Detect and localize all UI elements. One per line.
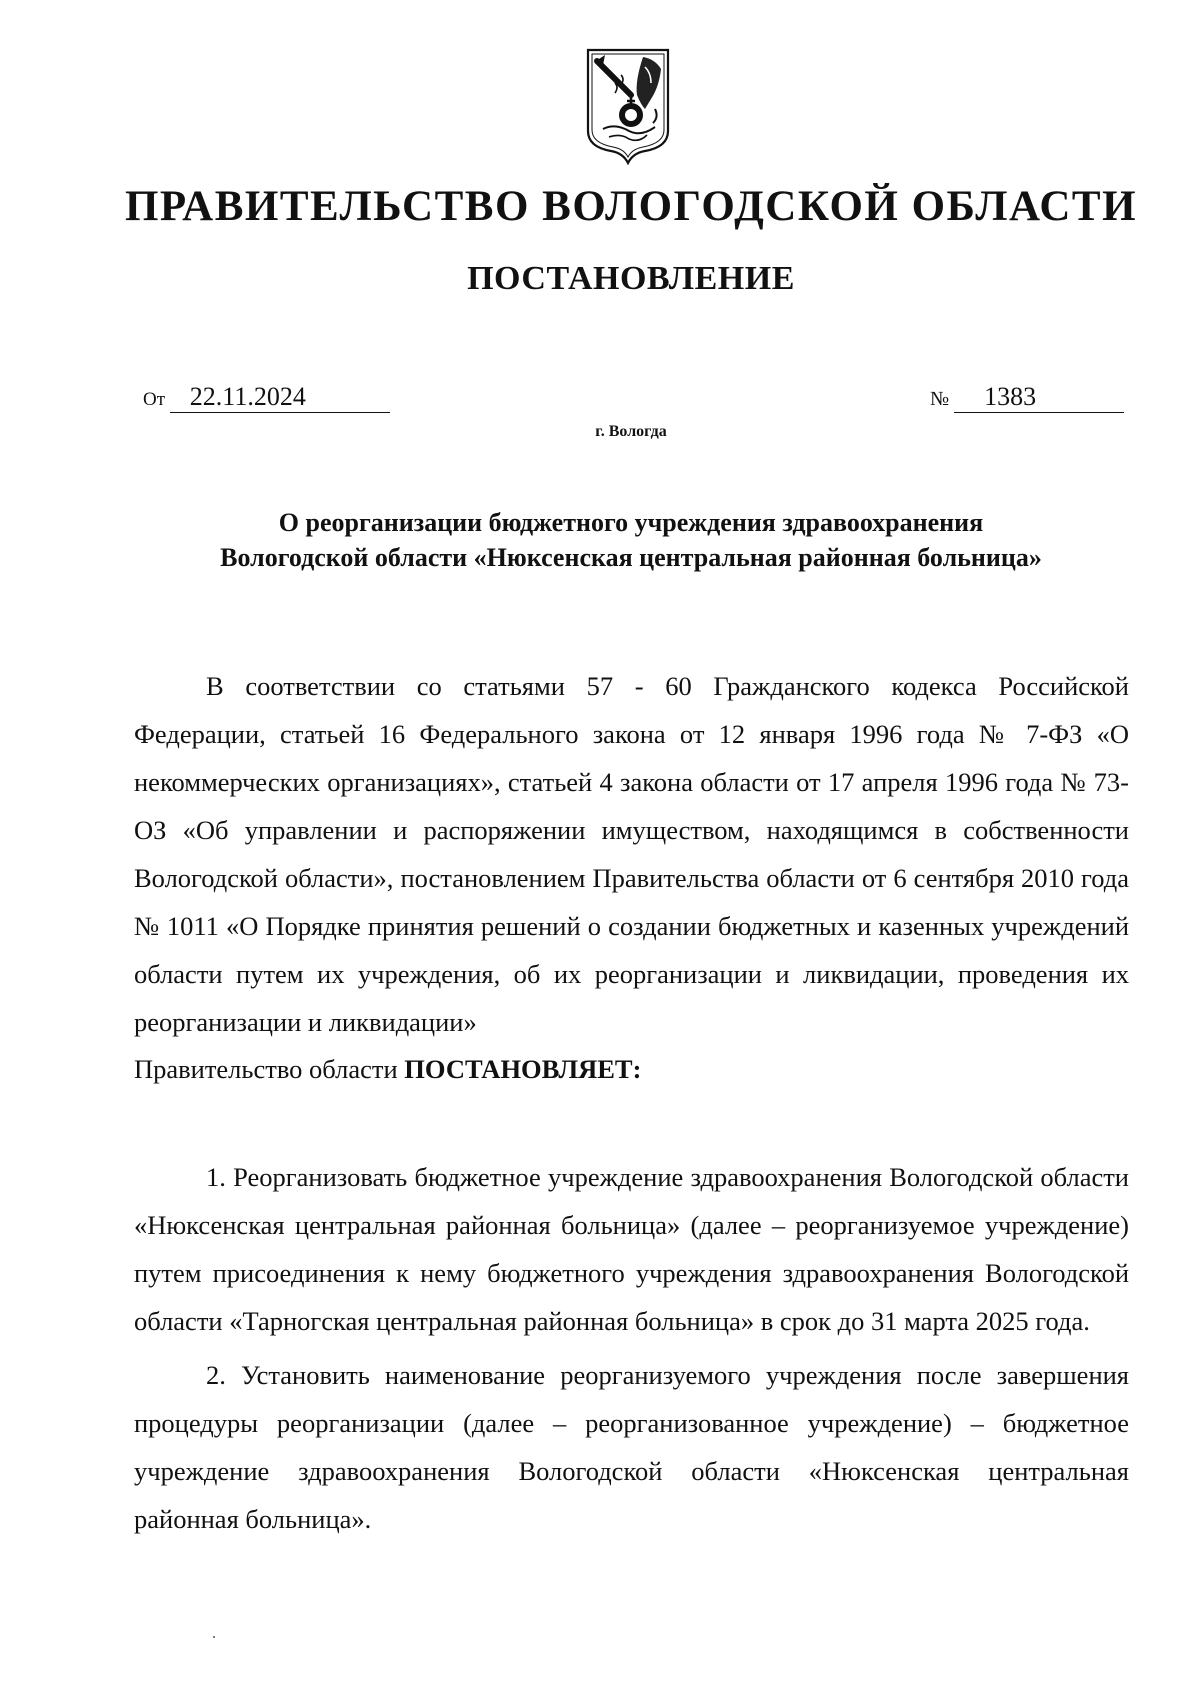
date-prefix: От — [143, 389, 170, 410]
document-type: ПОСТАНОВЛЕНИЕ — [467, 260, 795, 297]
number-field — [930, 382, 1124, 413]
organization-title: ПРАВИТЕЛЬСТВО ВОЛОГОДСКОЙ ОБЛАСТИ — [124, 183, 1138, 230]
intro-paragraph-block — [134, 662, 1129, 1046]
number-prefix: № — [930, 388, 955, 410]
subject-line-1: О реорганизации бюджетного учреждения здравоохранения — [278, 508, 984, 537]
decree-prefix: Правительство области — [134, 1054, 405, 1084]
decree-statement — [134, 1045, 641, 1093]
number-value: 1383 — [954, 382, 1124, 413]
date-field — [143, 382, 390, 413]
decree-verb: ПОСТАНОВЛЯЕТ: — [404, 1054, 642, 1084]
scan-speck — [213, 1636, 215, 1638]
resolution-items — [134, 1153, 1129, 1543]
date-value: 22.11.2024 — [170, 382, 390, 413]
subject-line-2: Вологодской области «Нюксенская центральная районная больница» — [220, 543, 1042, 572]
city: г. Вологда — [595, 423, 667, 440]
resolution-item-2: 2. Установить наименование реорганизуемого учреждения после завершения процедуры реорганизации (далее – реорганизованное учреждение) – бюджетное учреждение здравоохранения Вологодской области «Нюксенская центральная районная больница». — [134, 1360, 1129, 1534]
resolution-item-1: 1. Реорганизовать бюджетное учреждение здравоохранения Вологодской области «Нюксенская центральная районная больница» (далее – реорганизуемое учреждение) путем присоединения к нему бюджетного учреждения здравоохранения Вологодской области «Тарногская центральная районная больница» в срок до 31 марта 2025 года. — [134, 1162, 1129, 1336]
document-subject — [100, 505, 1162, 575]
coat-of-arms-icon — [585, 47, 671, 165]
intro-paragraph: В соответствии со статьями 57 - 60 Гражданского кодекса Российской Федерации, статьей 16 Федерального закона от 12 января 1996 года № 7-ФЗ «О некоммерческих организациях», статьей 4 закона области от 17 апреля 1996 года № 73-ОЗ «Об управлении и распоряжении имуществом, находящимся в собственности Вологодской области», постановлением Правительства области от 6 сентября 2010 года № 1011 «О Порядке принятия решений о создании бюджетных и казенных учреждений области путем их учреждения, об их реорганизации и ликвидации, проведения их реорганизации и ликвидации» — [134, 671, 1129, 1037]
